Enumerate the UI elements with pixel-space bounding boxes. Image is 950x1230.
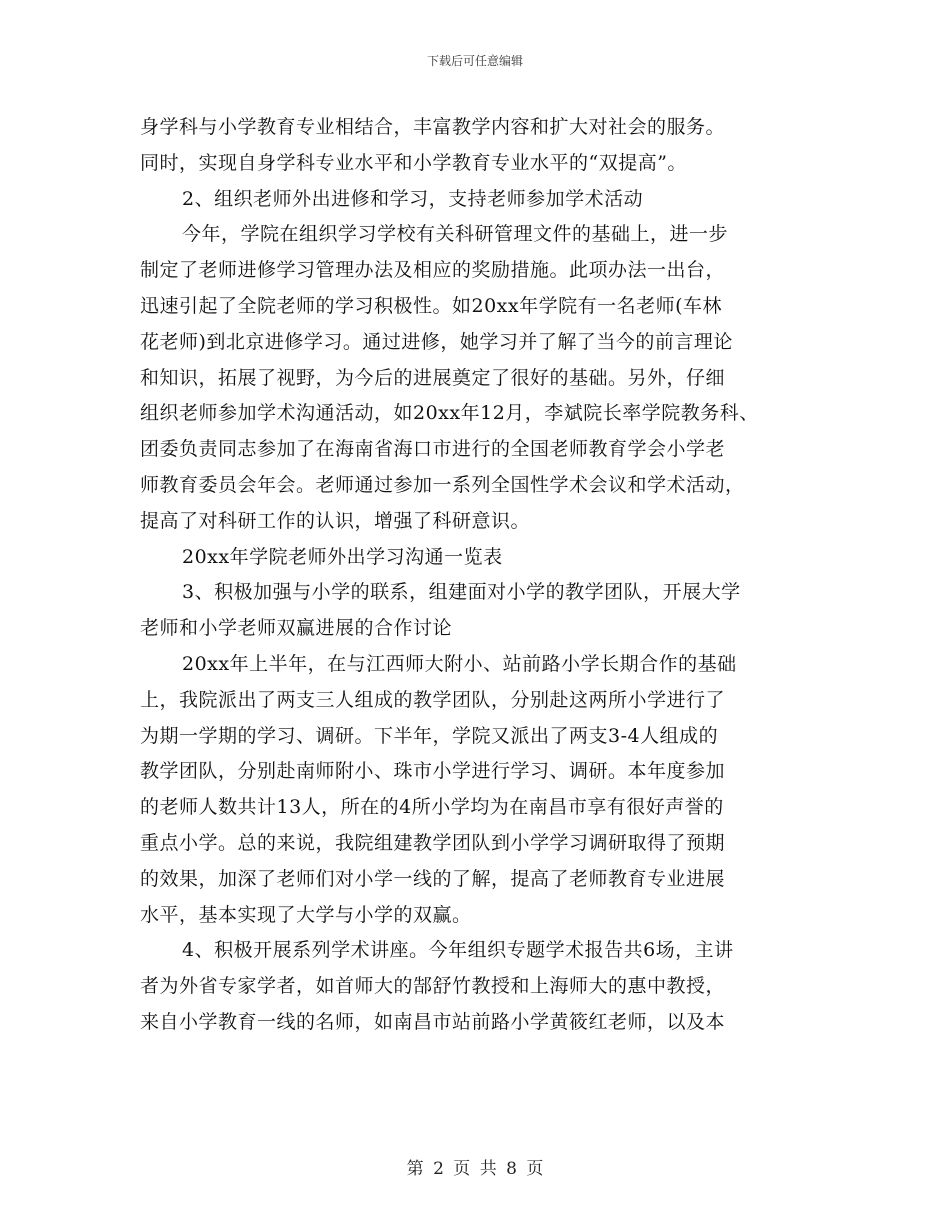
text-line: 迅速引起了全院老师的学习积极性。如20xx年学院有一名老师(车林 <box>140 294 723 317</box>
text-line: 的老师人数共计13人，所在的4所小学均为在南昌市享有很好声誉的 <box>140 796 724 819</box>
text-line: 为期一学期的学习、调研。下半年，学院又派出了两支3-4人组成的 <box>140 724 719 747</box>
text-line: 重点小学。总的来说，我院组建教学团队到小学学习调研取得了预期 <box>140 831 726 854</box>
document-body <box>140 110 830 1041</box>
section-heading: 4、积极开展系列学术讲座。今年组织专题学术报告共6场，主讲 <box>182 939 734 962</box>
text-line: 今年，学院在组织学习学校有关科研管理文件的基础上，进一步 <box>182 223 729 246</box>
text-line: 和知识，拓展了视野，为今后的进展奠定了很好的基础。另外，仔细 <box>140 366 726 389</box>
text-line: 教学团队，分别赴南师附小、珠市小学进行学习、调研。本年度参加 <box>140 760 726 783</box>
text-line: 的效果，加深了老师们对小学一线的了解，提高了老师教育专业进展 <box>140 867 726 890</box>
text-line: 身学科与小学教育专业相结合，丰富教学内容和扩大对社会的服务。 <box>140 116 726 138</box>
text-line: 来自小学教育一线的名师，如南昌市站前路小学黄筱红老师，以及本 <box>140 1010 726 1033</box>
table-caption: 20xx年学院老师外出学习沟通一览表 <box>182 545 503 568</box>
text-line: 上，我院派出了两支三人组成的教学团队，分别赴这两所小学进行了 <box>140 688 726 711</box>
page-header: 下载后可任意编辑 <box>426 54 523 68</box>
text-line: 组织老师参加学术沟通活动，如20xx年12月，李斌院长率学院教务科、 <box>140 402 759 425</box>
text-line: 老师和小学老师双赢进展的合作讨论 <box>140 617 453 640</box>
text-line: 同时，实现自身学科专业水平和小学教育专业水平的“双提高”。 <box>140 151 687 174</box>
section-heading: 2、组织老师外出进修和学习，支持老师参加学术活动 <box>182 187 644 210</box>
text-line: 提高了对科研工作的认识，增强了科研意识。 <box>140 509 531 532</box>
text-line: 者为外省专家学者，如首师大的郜舒竹教授和上海师大的惠中教授， <box>140 975 726 998</box>
page-number-footer: 第 2 页 共 8 页 <box>406 1159 544 1179</box>
text-line: 师教育委员会年会。老师通过参加一系列全国性学术会议和学术活动， <box>140 473 745 496</box>
text-line: 团委负责同志参加了在海南省海口市进行的全国老师教育学会小学老 <box>140 438 726 461</box>
text-line: 水平，基本实现了大学与小学的双赢。 <box>140 903 472 926</box>
section-heading: 3、积极加强与小学的联系，组建面对小学的教学团队，开展大学 <box>182 581 741 604</box>
text-line: 制定了老师进修学习管理办法及相应的奖励措施。此项办法一出台， <box>140 259 726 282</box>
text-line: 20xx年上半年，在与江西师大附小、站前路小学长期合作的基础 <box>182 652 737 675</box>
text-line: 花老师)到北京进修学习。通过进修，她学习并了解了当今的前言理论 <box>140 330 733 353</box>
